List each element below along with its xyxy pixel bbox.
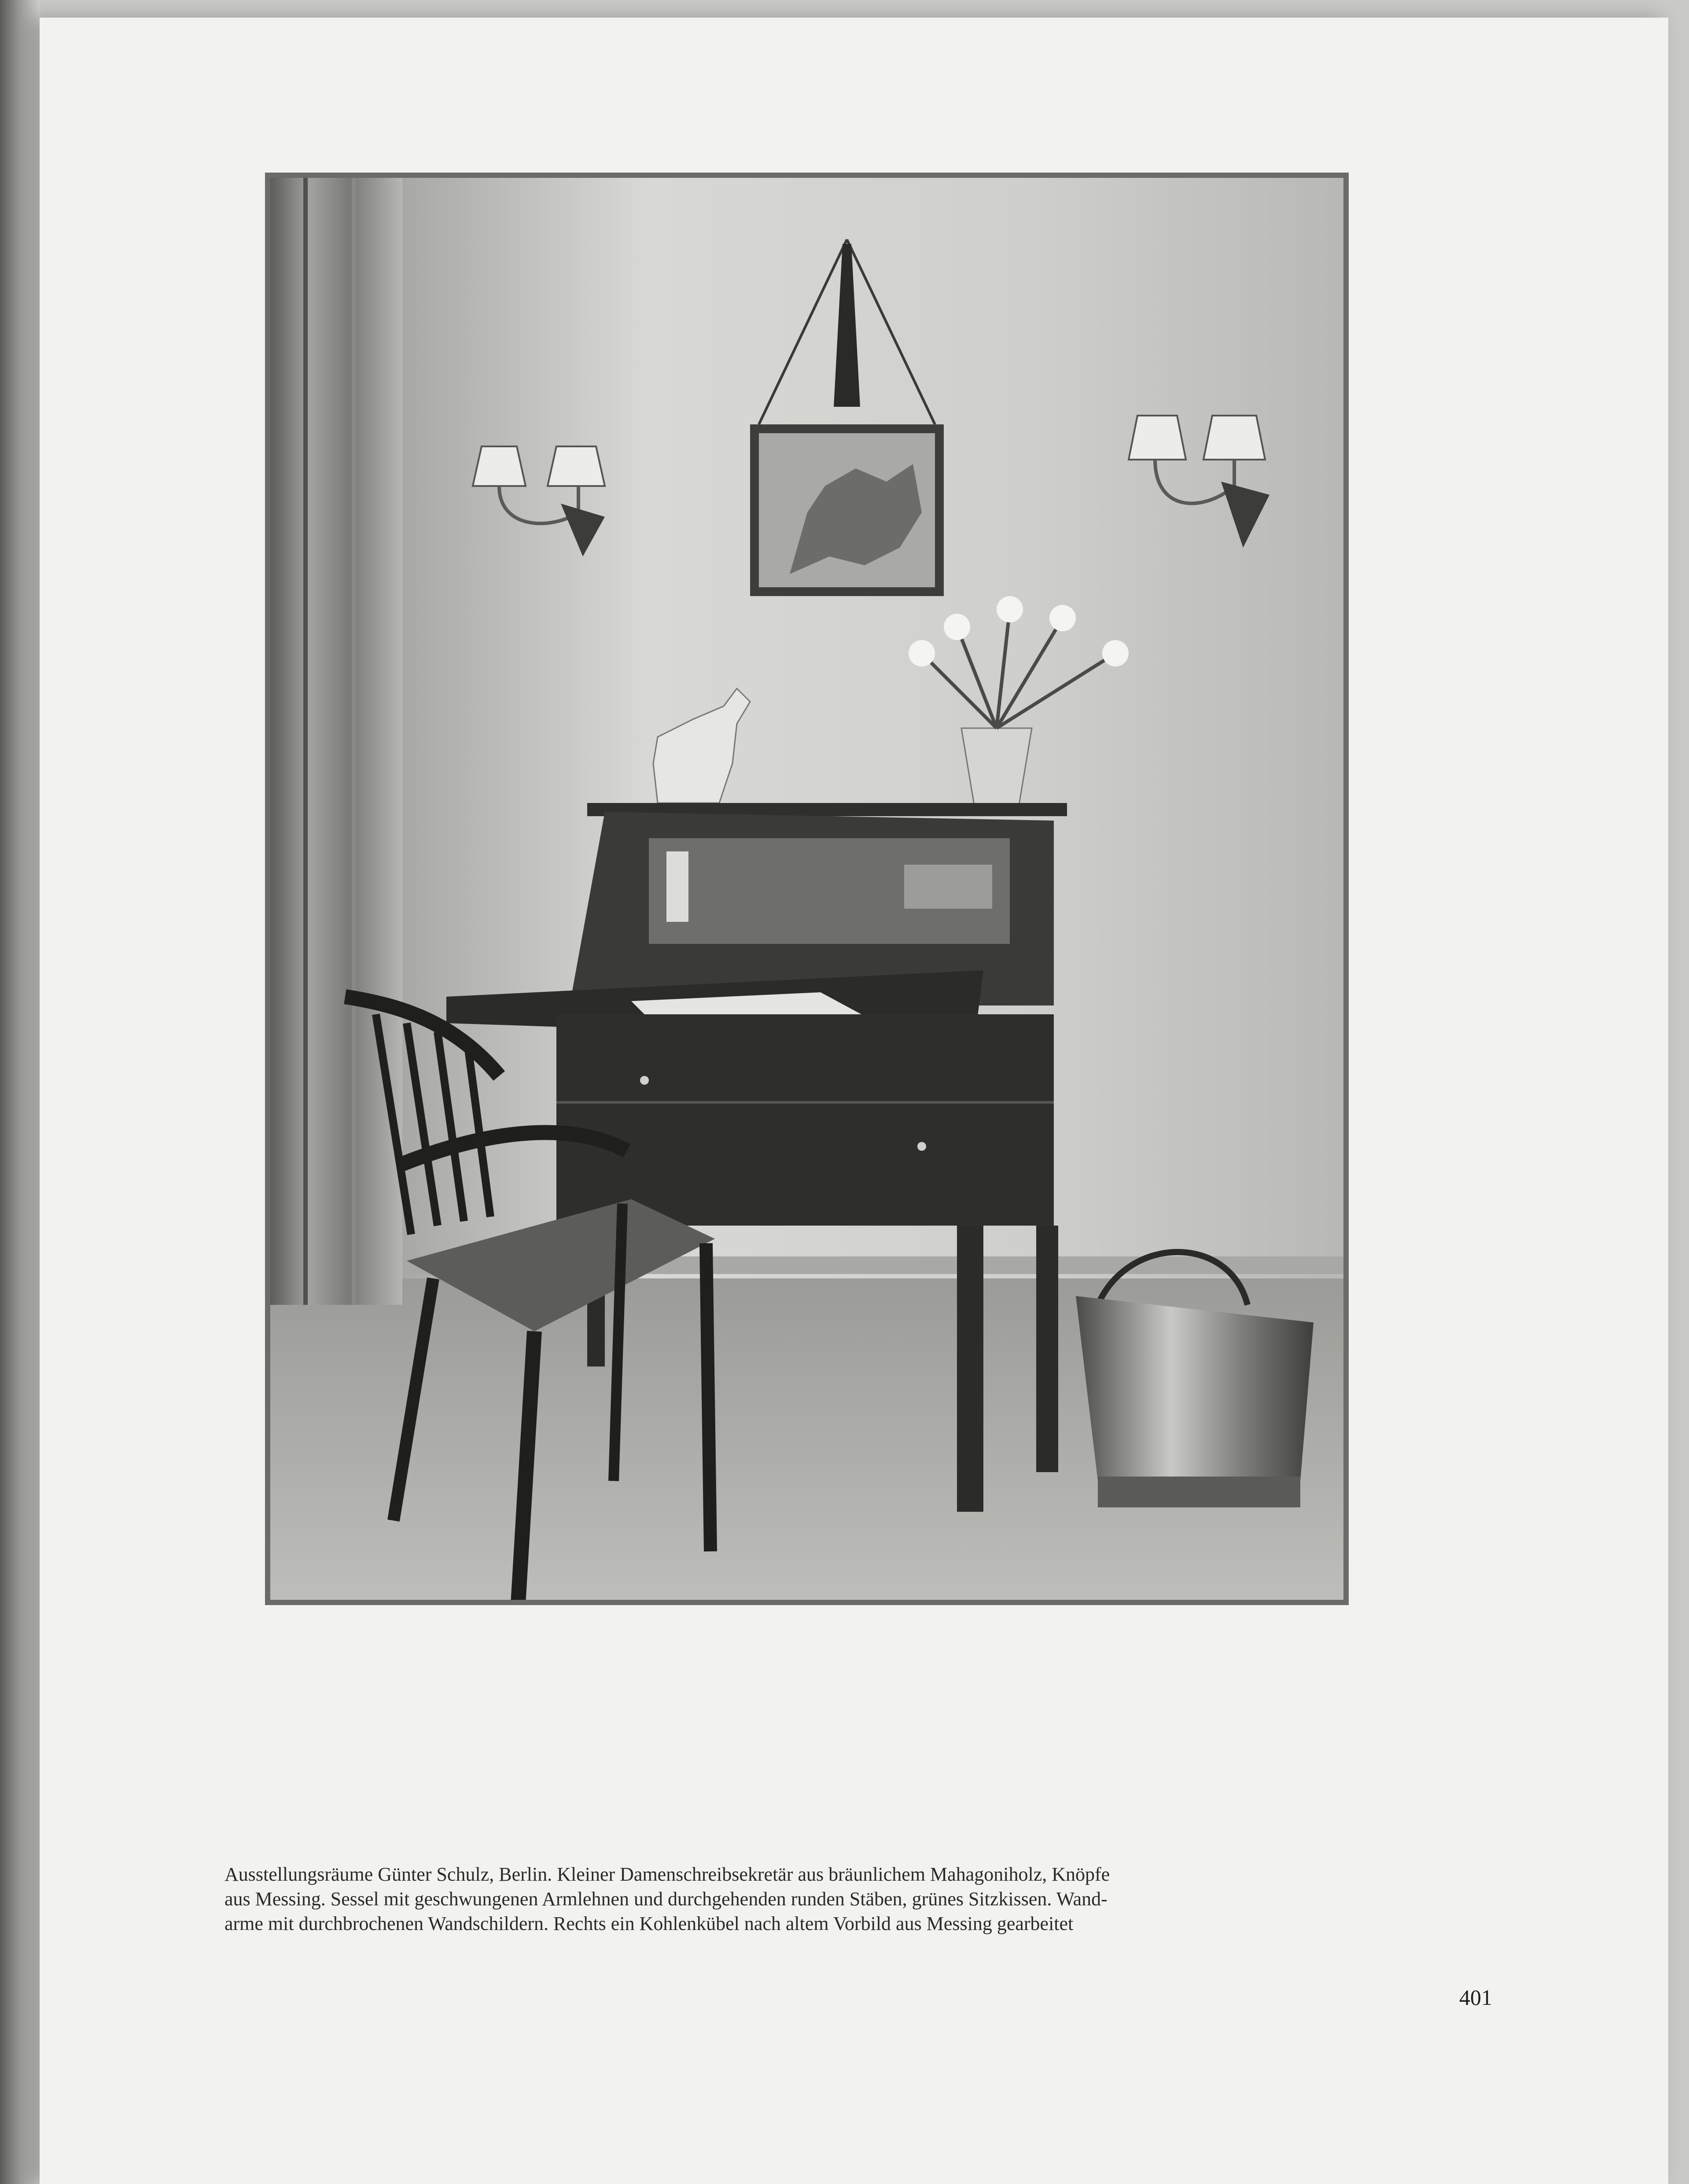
caption-line: Ausstellungsräume Günter Schulz, Berlin. Kleiner Damenschreibsekretär aus bräunlichem Mahagoniholz, Knöpfe: [224, 1864, 1110, 1885]
book-page: [40, 18, 1668, 2184]
caption-line: aus Messing. Sessel mit geschwungenen Armlehnen und durchgehenden runden Stäben, grünes Sitzkissen. Wand-: [224, 1888, 1108, 1910]
photograph-frame: [265, 173, 1349, 1605]
book-spine-edge: [0, 0, 40, 2184]
curtain: [270, 178, 402, 1305]
interior-scene-svg: [270, 178, 1343, 1600]
page-number: 401: [1459, 1985, 1492, 2010]
caption-line: arme mit durchbrochenen Wandschildern. Rechts ein Kohlenkübel nach altem Vorbild aus Messing gearbeitet: [224, 1913, 1074, 1934]
interior-photograph: [270, 178, 1343, 1600]
photo-caption: [224, 1862, 1400, 1936]
